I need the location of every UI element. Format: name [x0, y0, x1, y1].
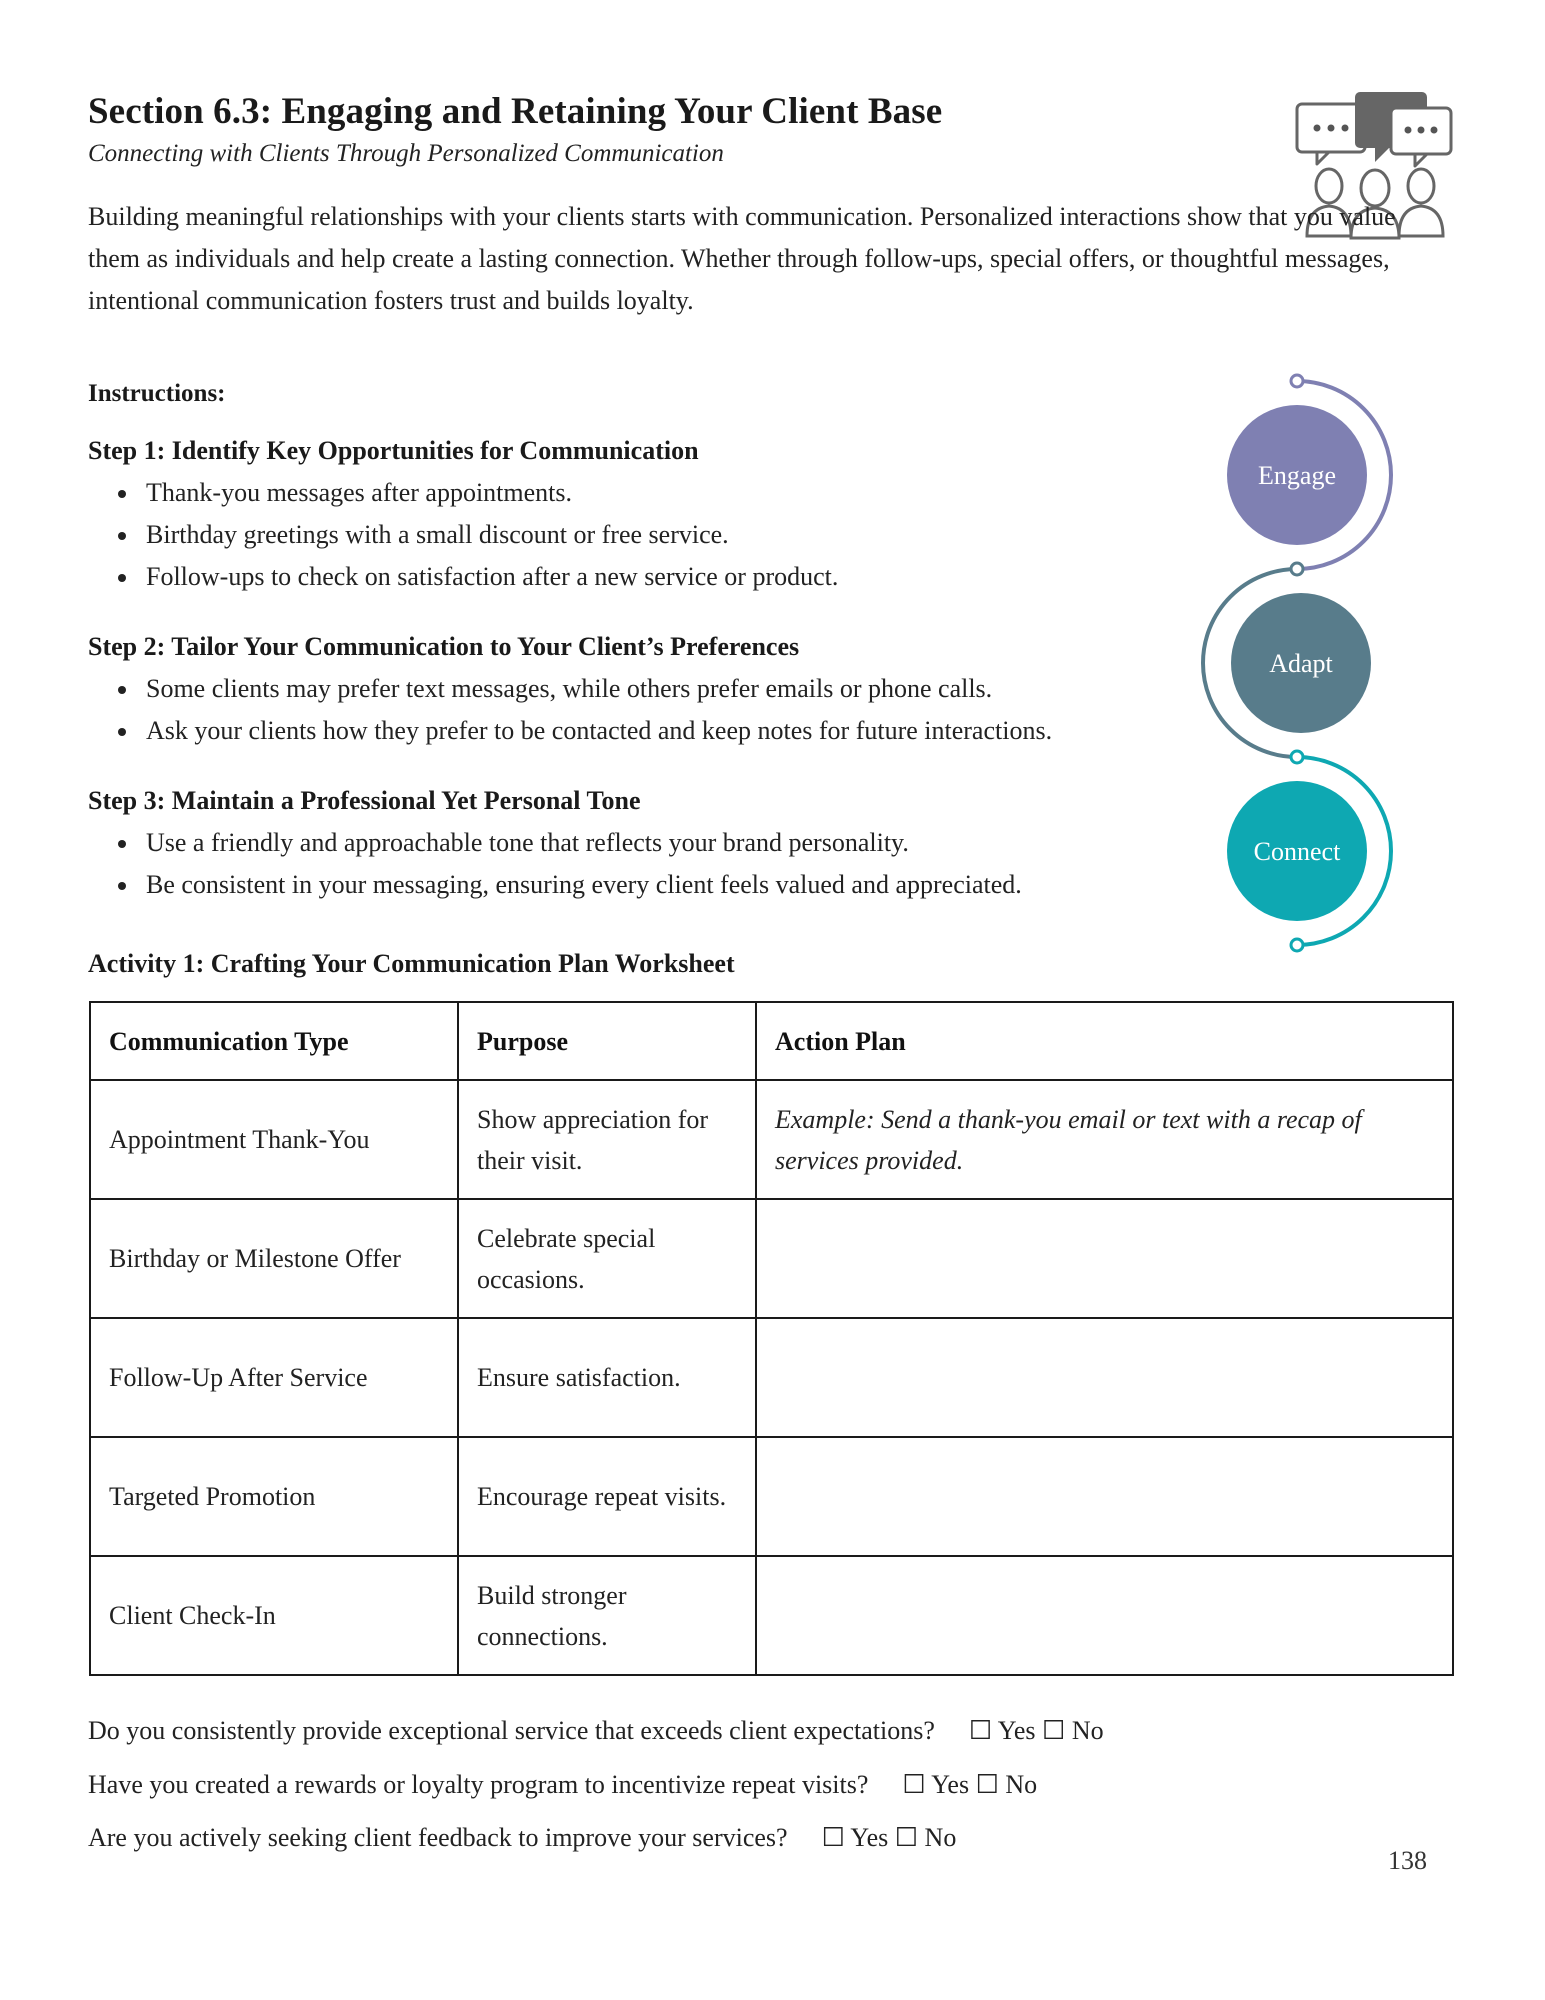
page-title: Section 6.3: Engaging and Retaining Your Client Base	[88, 91, 943, 132]
question-text: Do you consistently provide exceptional service that exceeds client expectations?	[88, 1716, 935, 1745]
list-item: • Ask your clients how they prefer to be contacted and keep notes for future interactions.	[140, 710, 1052, 752]
table-row	[90, 1437, 1453, 1556]
list-item: • Thank-you messages after appointments.	[140, 472, 838, 514]
table-row	[90, 1080, 1453, 1199]
page-number: 138	[1388, 1846, 1427, 1875]
engage-adapt-connect-diagram	[1195, 365, 1415, 960]
engage-label: Engage	[1258, 461, 1336, 490]
step-2-bullets	[110, 668, 1052, 752]
column-header: Action Plan	[756, 1002, 1453, 1080]
yes-no-checkboxes[interactable]: ☐ Yes ☐ No	[968, 1716, 1104, 1745]
communication-type-cell: Appointment Thank-You	[90, 1080, 458, 1199]
purpose-cell: Build stronger connections.	[458, 1556, 756, 1675]
step-1-bullets	[110, 472, 838, 598]
communication-plan-table	[89, 1001, 1454, 1676]
question-text: Are you actively seeking client feedback to improve your services?	[88, 1823, 788, 1852]
question-row	[88, 1770, 1037, 1800]
connector-dot	[1291, 375, 1303, 387]
yes-no-checkboxes[interactable]: ☐ Yes ☐ No	[902, 1770, 1038, 1799]
connect-label: Connect	[1253, 837, 1341, 866]
table-row	[90, 1199, 1453, 1318]
purpose-cell: Encourage repeat visits.	[458, 1437, 756, 1556]
communication-type-cell: Client Check-In	[90, 1556, 458, 1675]
step-2-title: Step 2: Tailor Your Communication to Your Client’s Preferences	[88, 632, 800, 661]
list-item: • Use a friendly and approachable tone that reflects your brand personality.	[140, 822, 1022, 864]
connector-dot	[1291, 751, 1303, 763]
step-3-title: Step 3: Maintain a Professional Yet Personal Tone	[88, 786, 641, 815]
instructions-label: Instructions:	[88, 380, 226, 407]
step-3-bullets	[110, 822, 1022, 906]
purpose-cell: Show appreciation for their visit.	[458, 1080, 756, 1199]
purpose-cell: Ensure satisfaction.	[458, 1318, 756, 1437]
connector-dot	[1291, 563, 1303, 575]
intro-paragraph: Building meaningful relationships with your clients starts with communication. Personalized interactions show that you value them as individuals and help create a lasting connection. Whether through follow-ups, special offers, or thoughtful messages, intentional communication fosters trust and builds loyalty.	[88, 202, 1396, 315]
list-item: • Some clients may prefer text messages, while others prefer emails or phone calls.	[140, 668, 1052, 710]
action-plan-cell[interactable]: Example: Send a thank-you email or text with a recap of services provided.	[756, 1080, 1453, 1199]
question-text: Have you created a rewards or loyalty program to incentivize repeat visits?	[88, 1770, 869, 1799]
table-row	[90, 1318, 1453, 1437]
list-item: • Follow-ups to check on satisfaction after a new service or product.	[140, 556, 838, 598]
purpose-cell: Celebrate special occasions.	[458, 1199, 756, 1318]
column-header: Communication Type	[90, 1002, 458, 1080]
action-plan-cell[interactable]	[756, 1318, 1453, 1437]
action-plan-cell[interactable]	[756, 1437, 1453, 1556]
action-plan-cell[interactable]	[756, 1556, 1453, 1675]
communication-type-cell: Birthday or Milestone Offer	[90, 1199, 458, 1318]
question-row	[88, 1716, 1104, 1746]
yes-no-checkboxes[interactable]: ☐ Yes ☐ No	[821, 1823, 957, 1852]
adapt-label: Adapt	[1269, 649, 1333, 678]
column-header: Purpose	[458, 1002, 756, 1080]
table-header-row	[90, 1002, 1453, 1080]
list-item: • Birthday greetings with a small discount or free service.	[140, 514, 838, 556]
activity-title: Activity 1: Crafting Your Communication Plan Worksheet	[88, 949, 735, 978]
page-subtitle: Connecting with Clients Through Personalized Communication	[88, 140, 724, 167]
step-1-title: Step 1: Identify Key Opportunities for Communication	[88, 436, 699, 465]
communication-type-cell: Follow-Up After Service	[90, 1318, 458, 1437]
action-plan-cell[interactable]	[756, 1199, 1453, 1318]
table-row	[90, 1556, 1453, 1675]
communication-type-cell: Targeted Promotion	[90, 1437, 458, 1556]
list-item: • Be consistent in your messaging, ensuring every client feels valued and appreciated.	[140, 864, 1022, 906]
connector-dot	[1291, 939, 1303, 951]
question-row	[88, 1823, 956, 1853]
